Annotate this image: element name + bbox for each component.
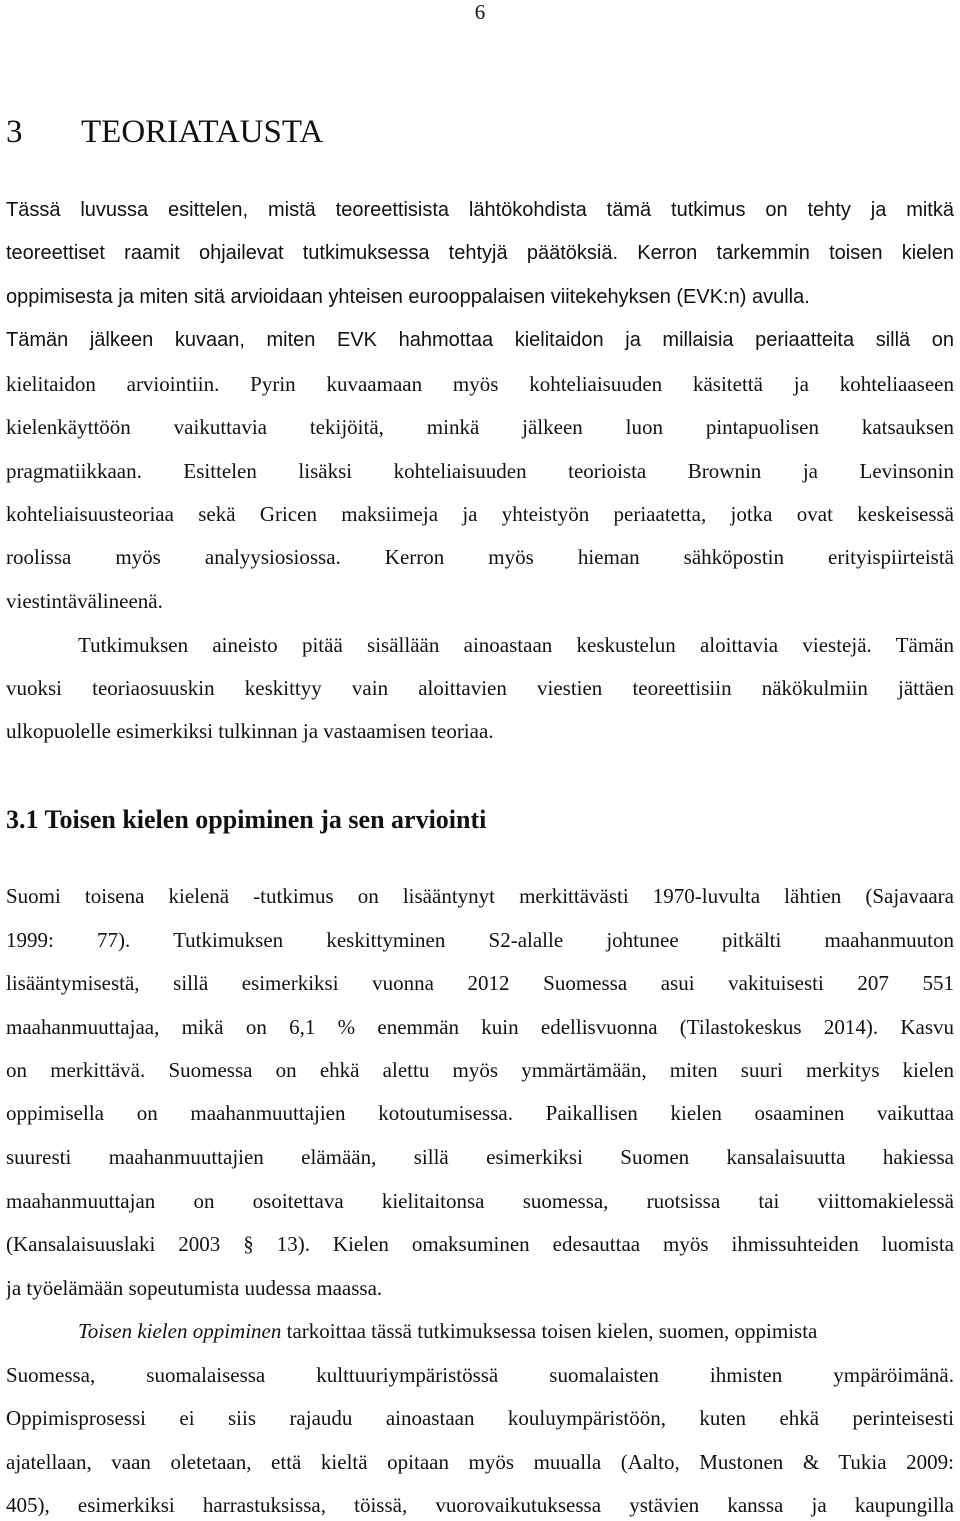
paragraph-line bbox=[78, 1316, 954, 1346]
paragraph-line: ja työelämään sopeutumista uudessa maassa. bbox=[6, 1276, 383, 1300]
paragraph-text: tarkoittaa tässä tutkimuksessa toisen kielen, suomen, oppimista bbox=[281, 1319, 818, 1343]
paragraph-line: maahanmuuttajan on osoitettava kielitaitonsa suomessa, ruotsissa tai viittomakielessä bbox=[6, 1189, 954, 1213]
paragraph-line: ajatellaan, vaan oletetaan, että kieltä opitaan myös muualla (Aalto, Mustonen & Tukia 2009: bbox=[6, 1450, 954, 1474]
paragraph-line: viestintävälineenä. bbox=[6, 589, 163, 613]
paragraph-line: on merkittävä. Suomessa on ehkä alettu myös ymmärtämään, miten suuri merkitys kielen bbox=[6, 1058, 954, 1082]
italic-term: Toisen kielen oppiminen bbox=[78, 1319, 282, 1343]
paragraph-line: Tutkimuksen aineisto pitää sisällään ainoastaan keskustelun aloittavia viestejä. Tämän bbox=[78, 633, 954, 657]
paragraph-line: Tässä luvussa esittelen, mistä teoreettisista lähtökohdista tämä tutkimus on tehty ja mitkä bbox=[6, 199, 954, 221]
paragraph-line: suuresti maahanmuuttajien elämään, sillä esimerkiksi Suomen kansalaisuutta hakiessa bbox=[6, 1145, 954, 1169]
paragraph-line: kohteliaisuusteoriaa sekä Gricen maksiimeja ja yhteistyön periaatetta, jotka ovat keskeisessä bbox=[6, 502, 954, 526]
paragraph-line: 405), esimerkiksi harrastuksissa, töissä, vuorovaikutuksessa ystävien kanssa ja kaupungilla bbox=[6, 1493, 954, 1517]
paragraph-line: kielitaidon arviointiin. Pyrin kuvaamaan myös kohteliaisuuden käsitettä ja kohteliaaseen bbox=[6, 372, 954, 396]
paragraph-line: roolissa myös analyysiosiossa. Kerron myös hieman sähköpostin erityispiirteistä bbox=[6, 545, 954, 569]
paragraph-line: oppimisesta ja miten sitä arvioidaan yhteisen eurooppalaisen viitekehyksen (EVK:n) avulla. bbox=[6, 286, 810, 308]
chapter-title: TEORIATAUSTA bbox=[81, 114, 324, 150]
paragraph-line: kielenkäyttöön vaikuttavia tekijöitä, minkä jälkeen luon pintapuolisen katsauksen bbox=[6, 415, 954, 439]
paragraph-line: teoreettiset raamit ohjailevat tutkimuksessa tehtyjä päätöksiä. Kerron tarkemmin toisen kielen bbox=[6, 242, 954, 264]
page-number: 6 bbox=[474, 0, 486, 24]
chapter-number: 3 bbox=[6, 114, 23, 150]
paragraph-line: Suomi toisena kielenä -tutkimus on lisääntynyt merkittävästi 1970-luvulta lähtien (Sajavaara bbox=[6, 884, 954, 908]
chapter-heading bbox=[6, 112, 323, 152]
paragraph-line: pragmatiikkaan. Esittelen lisäksi kohteliaisuuden teorioista Brownin ja Levinsonin bbox=[6, 459, 954, 483]
paragraph-line: 1999: 77). Tutkimuksen keskittyminen S2-alalle johtunee pitkälti maahanmuuton bbox=[6, 928, 954, 952]
paragraph-line: oppimisella on maahanmuuttajien kotoutumisessa. Paikallisen kielen osaaminen vaikuttaa bbox=[6, 1101, 954, 1125]
paragraph-line: maahanmuuttajaa, mikä on 6,1 % enemmän kuin edellisvuonna (Tilastokeskus 2014). Kasvu bbox=[6, 1015, 954, 1039]
paragraph-line: ulkopuolelle esimerkiksi tulkinnan ja vastaamisen teoriaa. bbox=[6, 719, 494, 743]
paragraph-line: Tämän jälkeen kuvaan, miten EVK hahmottaa kielitaidon ja millaisia periaatteita sillä on bbox=[6, 329, 954, 351]
paragraph-line: lisääntymisestä, sillä esimerkiksi vuonna 2012 Suomessa asui vakituisesti 207 551 bbox=[6, 971, 954, 995]
paragraph-line: (Kansalaisuuslaki 2003 § 13). Kielen omaksuminen edesauttaa myös ihmissuhteiden luomista bbox=[6, 1232, 954, 1256]
section-heading: 3.1 Toisen kielen oppiminen ja sen arviointi bbox=[6, 805, 487, 834]
paragraph-line: Suomessa, suomalaisessa kulttuuriympäristössä suomalaisten ihmisten ympäröimänä. bbox=[6, 1363, 954, 1387]
paragraph-line: Oppimisprosessi ei siis rajaudu ainoastaan kouluympäristöön, kuten ehkä perinteisesti bbox=[6, 1406, 954, 1430]
paragraph-line: vuoksi teoriaosuuskin keskittyy vain aloittavien viestien teoreettisiin näkökulmiin jättäen bbox=[6, 676, 954, 700]
